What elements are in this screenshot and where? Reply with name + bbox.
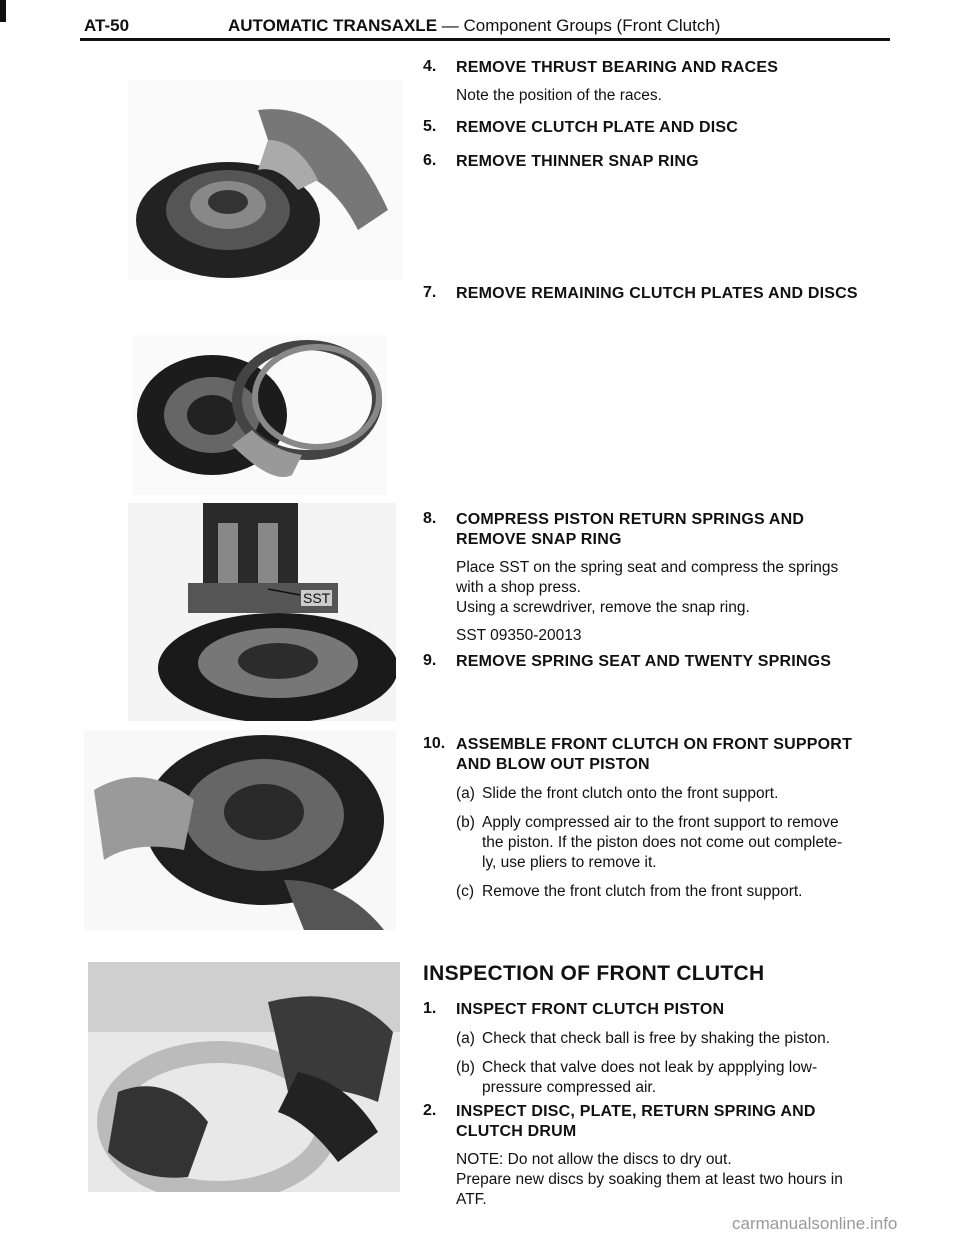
step-number: 2. [423,1102,437,1119]
page-corner-mark [0,0,6,22]
page-number: AT-50 [84,16,130,35]
page-title-bold: AUTOMATIC TRANSAXLE [228,16,438,35]
substep-text-line: Apply compressed air to the front support to remove [482,814,839,831]
step-heading-line: REMOVE SNAP RING [456,531,622,548]
step-text-line: Prepare new discs by soaking them at least two hours in [456,1171,843,1188]
step-text-line: Using a screwdriver, remove the snap ring. [456,599,750,616]
substep-label: (a) [456,1030,475,1047]
substep-label: (b) [456,1059,475,1076]
page-header [40,16,890,38]
section-title: INSPECTION OF FRONT CLUTCH [423,962,765,985]
step-heading: REMOVE THRUST BEARING AND RACES [456,59,779,76]
step-text [456,558,893,618]
step-4 [423,58,893,106]
photo-compress-springs [128,503,396,721]
photo-inspect-piston [88,962,400,1192]
step-number: 9. [423,652,437,669]
step-number: 6. [423,152,437,169]
step-6 [423,152,893,172]
step-number: 4. [423,58,437,75]
step-heading-line: AND BLOW OUT PISTON [456,756,650,773]
substep-text: Check that check ball is free by shaking the piston. [482,1030,831,1047]
photo-clutch-plates [132,335,387,495]
substep [456,1029,893,1049]
substep-text-line: the piston. If the piston does not come out complete- [482,834,843,851]
step-number: 5. [423,118,437,135]
step-text-line: with a shop press. [456,579,581,596]
substep-label: (b) [456,814,475,831]
step-heading [456,1102,893,1142]
page-title-rest: — Component Groups (Front Clutch) [437,16,721,35]
step-heading-line: CLUTCH DRUM [456,1123,577,1140]
step-heading: REMOVE CLUTCH PLATE AND DISC [456,119,739,136]
inspection-step-1 [423,1000,893,1098]
substep [456,813,893,873]
step-heading [456,735,893,775]
step-heading-line: ASSEMBLE FRONT CLUTCH ON FRONT SUPPORT [456,736,853,753]
step-text-line: Place SST on the spring seat and compress the springs [456,559,839,576]
sst-number: SST 09350-20013 [456,627,582,644]
step-text-line: ATF. [456,1191,487,1208]
step-text [456,1150,893,1210]
substep-label: (c) [456,883,475,900]
header-rule [80,38,890,41]
substep-text-line: Check that valve does not leak by appplying low- [482,1059,818,1076]
step-5 [423,118,893,138]
substep [456,1058,893,1098]
step-8 [423,510,893,646]
step-number: 1. [423,1000,437,1017]
inspection-step-2 [423,1102,893,1210]
step-number: 7. [423,284,437,301]
step-heading: REMOVE SPRING SEAT AND TWENTY SPRINGS [456,653,832,670]
substep-text [482,813,893,873]
substep [456,784,893,804]
step-number: 10. [423,735,446,752]
photo-thrust-bearing [128,80,403,280]
step-heading-line: COMPRESS PISTON RETURN SPRINGS AND [456,511,805,528]
watermark: carmanualsonline.info [732,1214,898,1233]
substep-text: Remove the front clutch from the front support. [482,883,803,900]
step-heading [456,510,893,550]
step-heading-line: INSPECT DISC, PLATE, RETURN SPRING AND [456,1103,816,1120]
step-heading: REMOVE REMAINING CLUTCH PLATES AND DISCS [456,285,858,302]
step-9 [423,652,893,672]
step-heading: REMOVE THINNER SNAP RING [456,153,699,170]
substep-text [482,1058,893,1098]
step-10 [423,735,893,902]
substep-text: Slide the front clutch onto the front support. [482,785,779,802]
photo-blow-out-piston [84,730,396,930]
step-heading: INSPECT FRONT CLUTCH PISTON [456,1001,725,1018]
step-text: Note the position of the races. [456,87,662,104]
page-title [228,16,720,36]
substep-text-line: pressure compressed air. [482,1079,657,1096]
substep-text-line: ly, use pliers to remove it. [482,854,657,871]
step-text-line: NOTE: Do not allow the discs to dry out. [456,1151,732,1168]
step-7 [423,284,893,304]
sst-figure-label: SST [303,590,331,606]
substep-label: (a) [456,785,475,802]
step-number: 8. [423,510,437,527]
substep [456,882,893,902]
